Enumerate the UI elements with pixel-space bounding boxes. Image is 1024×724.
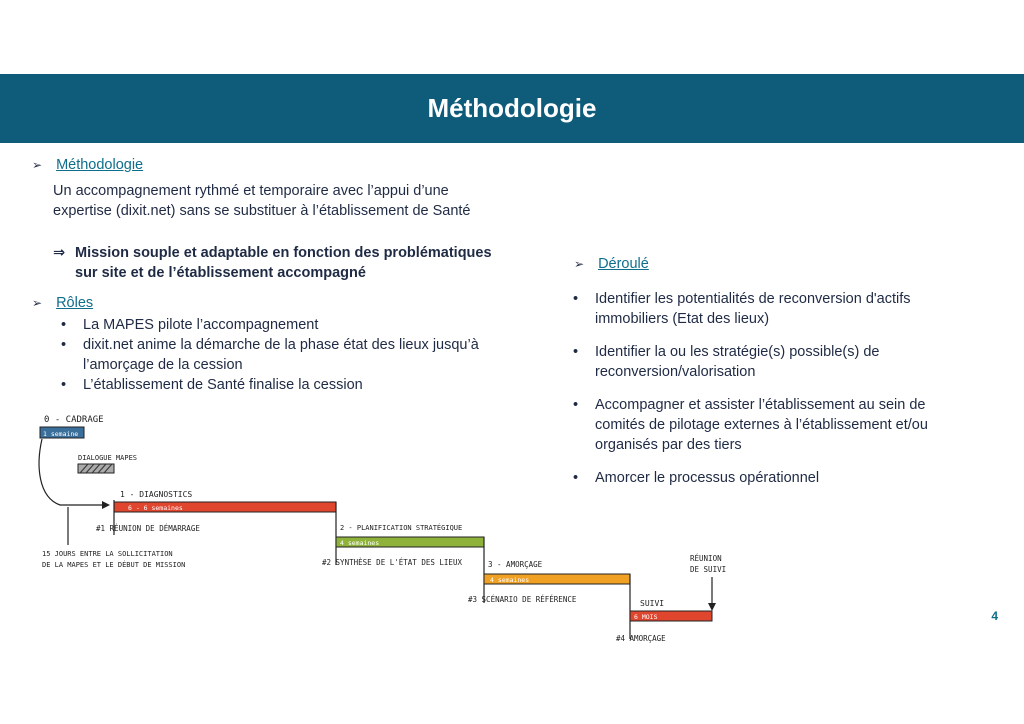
arrow-bullet-icon: ➢ xyxy=(574,257,585,271)
phase4-duration: 6 MOIS xyxy=(634,613,658,621)
phase2-title: 2 - PLANIFICATION STRATÉGIQUE xyxy=(340,524,463,532)
list-item: • Identifier les potentialités de reconversion d'actifs immobiliers (Etat des lieux) xyxy=(569,289,928,329)
arrow-head-icon xyxy=(102,501,110,509)
roles-list xyxy=(57,315,479,395)
list-item: • L’établissement de Santé finalise la cession xyxy=(57,375,479,395)
methodologie-description xyxy=(53,181,471,221)
conclusion-line-1: Mission souple et adaptable en fonction des problématiques xyxy=(75,245,492,261)
dialogue-label: DIALOGUE MAPES xyxy=(78,454,138,462)
phase2-duration: 4 semaines xyxy=(340,539,380,547)
reunion-label-line-1: RÉUNION xyxy=(690,554,722,563)
phase1-milestone: #1 RÉUNION DE DÉMARRAGE xyxy=(96,524,200,533)
implies-arrow-icon: ⇒ xyxy=(53,245,66,261)
section-deroule-heading xyxy=(574,256,649,272)
note-line-1: 15 JOURS ENTRE LA SOLLICITATION xyxy=(42,550,173,558)
phase4-title: SUIVI xyxy=(640,599,665,608)
phase1-title: 1 - DIAGNOSTICS xyxy=(120,490,193,499)
list-item: • Amorcer le processus opérationnel xyxy=(569,468,928,488)
methodologie-line-1: Un accompagnement rythmé et temporaire avec l’appui d’une xyxy=(53,183,449,199)
roles-heading-label[interactable]: Rôles xyxy=(56,295,94,311)
phase4-milestone: #4 AMORÇAGE xyxy=(616,634,666,643)
arrow-head-icon xyxy=(708,603,716,611)
page-title: Méthodologie xyxy=(427,93,597,123)
section-roles-heading xyxy=(32,295,93,311)
timeline-diagram xyxy=(30,405,730,650)
note-line-2: DE LA MAPES ET LE DÉBUT DE MISSION xyxy=(42,561,186,569)
list-item: • Accompagner et assister l’établissement au sein de comités de pilotage externes à l’établissement et/ou organisés par des tiers xyxy=(569,395,928,455)
list-item: • La MAPES pilote l’accompagnement xyxy=(57,315,479,335)
phase1-duration: 6 - 6 semaines xyxy=(128,504,183,512)
section-methodologie-heading xyxy=(32,157,143,173)
page-number: 4 xyxy=(991,609,998,623)
reunion-label-line-2: DE SUIVI xyxy=(690,565,727,574)
deroule-heading-label[interactable]: Déroulé xyxy=(598,256,649,272)
phase3-duration: 4 semaines xyxy=(490,576,530,584)
phase0-duration: 1 semaine xyxy=(43,430,79,438)
phase3-title: 3 - AMORÇAGE xyxy=(488,560,543,569)
methodologie-conclusion xyxy=(53,243,492,283)
arrow-bullet-icon: ➢ xyxy=(32,158,43,172)
header-banner xyxy=(0,74,1024,143)
methodologie-heading-label[interactable]: Méthodologie xyxy=(56,157,144,173)
phase3-milestone: #3 SCÉNARIO DE RÉFÉRENCE xyxy=(468,595,577,604)
list-item: • Identifier la ou les stratégie(s) possible(s) de reconversion/valorisation xyxy=(569,342,928,382)
phase2-milestone: #2 SYNTHÈSE DE L'ÉTAT DES LIEUX xyxy=(322,558,462,567)
methodologie-line-2: expertise (dixit.net) sans se substituer à l’établissement de Santé xyxy=(53,203,471,219)
phase0-title: 0 - CADRAGE xyxy=(44,415,104,425)
conclusion-line-2: sur site et de l’établissement accompagné xyxy=(75,265,366,281)
arrow-bullet-icon: ➢ xyxy=(32,296,43,310)
list-item: • dixit.net anime la démarche de la phase état des lieux jusqu’à l’amorçage de la cession xyxy=(57,335,479,375)
